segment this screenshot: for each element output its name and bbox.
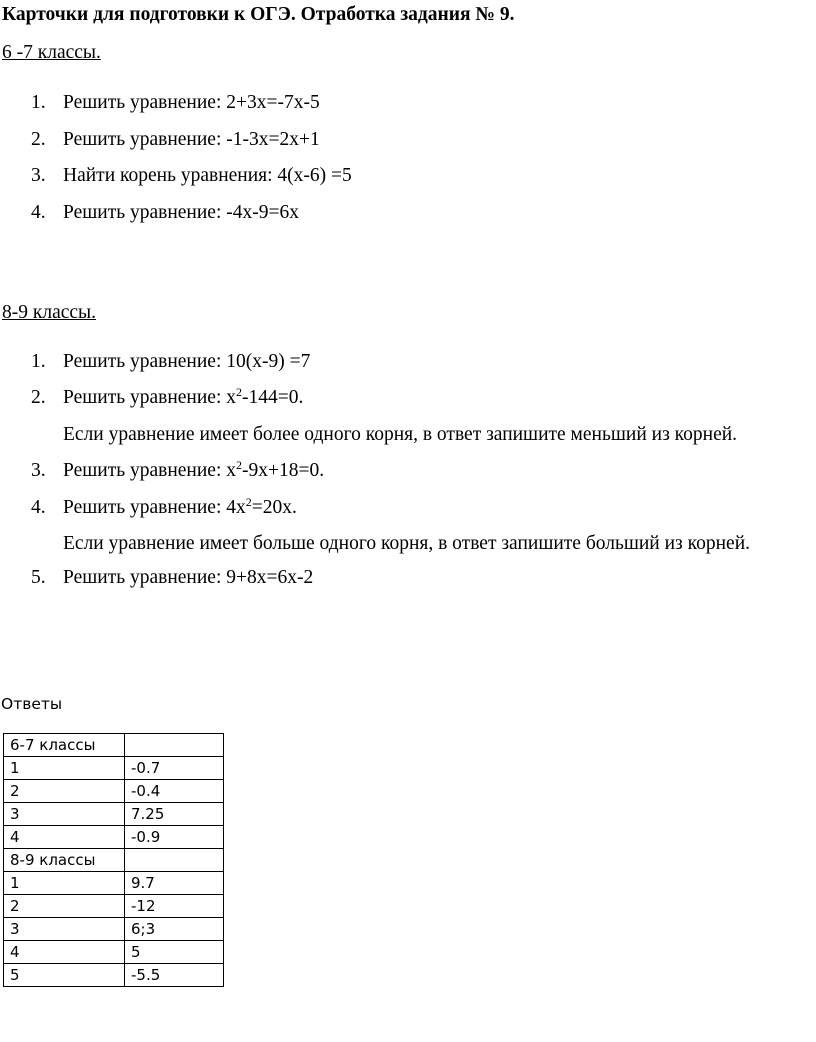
table-cell: 3 <box>4 803 125 826</box>
task-text: Решить уравнение: 2+3x=-7x-5 <box>63 92 320 113</box>
table-cell: 8-9 классы <box>4 849 125 872</box>
task-text-end: =20x. <box>251 497 297 518</box>
task-number: 2. <box>31 387 46 408</box>
table-cell: 4 <box>4 941 125 964</box>
exponent: 2 <box>236 458 243 472</box>
table-cell: 6-7 классы <box>4 734 125 757</box>
task-number: 2. <box>31 129 46 150</box>
table-cell: 1 <box>4 757 125 780</box>
task-6-7-3 <box>31 165 352 187</box>
table-cell: 4 <box>4 826 125 849</box>
task-text: Решить уравнение: 10(x-9) =7 <box>63 351 311 372</box>
table-row <box>4 734 224 757</box>
task-text-end: -144=0. <box>242 387 304 408</box>
table-row <box>4 964 224 987</box>
answers-heading: Ответы <box>1 695 63 713</box>
table-row <box>4 895 224 918</box>
table-cell: 9.7 <box>125 872 224 895</box>
page-title: Карточки для подготовки к ОГЭ. Отработка задания № 9. <box>2 4 515 25</box>
table-cell: -5.5 <box>125 964 224 987</box>
task-8-9-4 <box>31 497 297 519</box>
table-row <box>4 780 224 803</box>
table-row <box>4 849 224 872</box>
table-cell: 3 <box>4 918 125 941</box>
table-cell: -0.7 <box>125 757 224 780</box>
task-number: 5. <box>31 567 46 588</box>
table-row <box>4 918 224 941</box>
task-number: 4. <box>31 497 46 518</box>
table-cell: 7.25 <box>125 803 224 826</box>
task-text: Решить уравнение: x <box>63 387 237 408</box>
task-8-9-3 <box>31 460 324 482</box>
table-cell <box>125 734 224 757</box>
task-text: Решить уравнение: -1-3x=2x+1 <box>63 129 320 150</box>
table-cell: 5 <box>4 964 125 987</box>
task-text: Решить уравнение: -4x-9=6x <box>63 202 299 223</box>
table-row <box>4 872 224 895</box>
table-cell: 2 <box>4 895 125 918</box>
task-number: 4. <box>31 202 46 223</box>
table-cell: 2 <box>4 780 125 803</box>
task-text: Найти корень уравнения: 4(x-6) =5 <box>63 165 352 186</box>
table-row <box>4 826 224 849</box>
task-text: Решить уравнение: x <box>63 460 237 481</box>
section-heading-6-7: 6 -7 классы. <box>2 42 101 63</box>
task-number: 3. <box>31 460 46 481</box>
table-row <box>4 803 224 826</box>
task-note: Если уравнение имеет больше одного корня, в ответ запишите больший из корней. <box>63 533 751 554</box>
table-cell: 5 <box>125 941 224 964</box>
task-6-7-1 <box>31 92 320 114</box>
task-note: Если уравнение имеет более одного корня, в ответ запишите меньший из корней. <box>63 424 738 445</box>
task-8-9-1 <box>31 351 310 373</box>
task-8-9-5 <box>31 567 313 589</box>
task-8-9-2 <box>31 387 303 409</box>
task-6-7-4 <box>31 202 299 224</box>
task-number: 1. <box>31 92 46 113</box>
table-cell: -0.4 <box>125 780 224 803</box>
table-cell: 6;3 <box>125 918 224 941</box>
table-cell: -12 <box>125 895 224 918</box>
section-heading-8-9: 8-9 классы. <box>2 302 97 323</box>
task-6-7-2 <box>31 129 320 151</box>
task-text: Решить уравнение: 4x <box>63 497 246 518</box>
table-cell <box>125 849 224 872</box>
exponent: 2 <box>245 495 252 509</box>
exponent: 2 <box>236 385 243 399</box>
task-number: 3. <box>31 165 46 186</box>
task-text-end: -9x+18=0. <box>242 460 325 481</box>
task-number: 1. <box>31 351 46 372</box>
task-text: Решить уравнение: 9+8x=6x-2 <box>63 567 314 588</box>
table-row <box>4 757 224 780</box>
answers-table <box>3 733 224 987</box>
table-cell: -0.9 <box>125 826 224 849</box>
table-cell: 1 <box>4 872 125 895</box>
table-row <box>4 941 224 964</box>
